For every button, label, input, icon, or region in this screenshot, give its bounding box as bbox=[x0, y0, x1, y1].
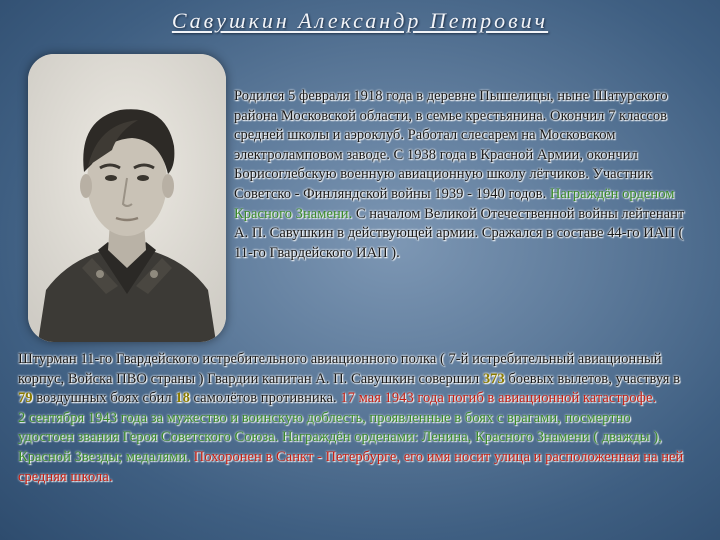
biography-text bbox=[234, 87, 694, 263]
service-text-4: самолётов противника. bbox=[189, 390, 341, 407]
service-text bbox=[18, 350, 690, 487]
burial-note: Похоронен в Санкт - Петербурге, его имя носит улица и расположенная на ней средняя школа. bbox=[18, 448, 684, 485]
service-text-2: боевых вылетов, участвуя в bbox=[504, 370, 681, 387]
bio-award-highlight: Награждён орденом Красного Знамени. bbox=[234, 185, 675, 222]
bio-early-life: Родился 5 февраля 1918 года в деревне Пышелицы, ныне Шатурского района Московской области, в семье крестьянина. Окончил 7 классов средней школы и аэроклуб. Работал слесарем на Московском электроламповом заводе. С 1938 года в Красной Армии, окончил Борисоглебскую военную авиационную школу лётчиков. Участник Советско - Финляндской войны 1939 - 1940 годов. bbox=[234, 88, 668, 202]
service-intro: Штурман 11-го Гвардейского истребительного авиационного полка ( 7-й истребительный авиационный корпус, Войска ПВО страны ) Гвардии капитан А. П. Савушкин совершил bbox=[18, 351, 662, 387]
battles-count: 79 bbox=[18, 390, 33, 407]
bio-war-service: С началом Великой Отечественной войны лейтенант А. П. Савушкин в действующей армии. Сражался в составе 44-го ИАП ( 11-го Гвардейского ИАП ). bbox=[234, 205, 685, 261]
hero-award-text: 2 сентября 1943 года за мужество и воинскую доблесть, проявленные в боях с врагами, посмертно удостоен звания Героя Советского Союза. Награждён орденами: Ленина, Красного Знамени ( дважды ), Красной Звезды; медалями. bbox=[18, 409, 662, 465]
page-title: Савушкин Александр Петрович bbox=[171, 8, 549, 33]
service-text-3: воздушных боях сбил bbox=[32, 390, 176, 407]
portrait-photo bbox=[28, 54, 226, 342]
kills-count: 18 bbox=[175, 390, 190, 407]
sorties-count: 373 bbox=[482, 370, 505, 387]
death-note: 17 мая 1943 года погиб в авиационной катастрофе. bbox=[340, 390, 657, 407]
